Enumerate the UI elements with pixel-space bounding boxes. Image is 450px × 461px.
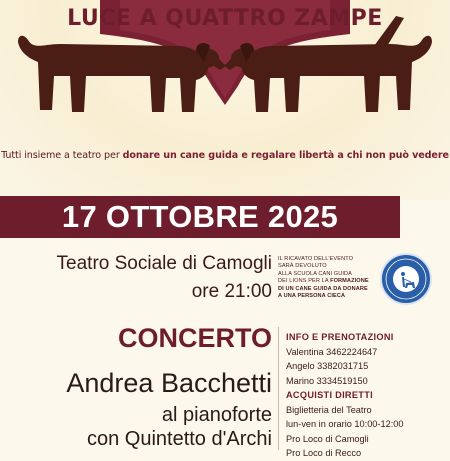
donation-line (278, 278, 390, 285)
performer-name: Andrea Bacchetti (66, 368, 272, 398)
purchase-item: Biglietteria del Teatro (286, 404, 372, 415)
contact-item: Marino 3334519150 (286, 375, 368, 386)
donation-line: A UNA PERSONA CIECA (278, 293, 346, 300)
donation-line: ALLA SCUOLA CANI GUIDA (278, 270, 353, 277)
tagline-emphasis: donare un cane guida e regalare libertà a chi non può vedere (122, 150, 449, 161)
tagline-intro: Tutti insieme a teatro per (1, 150, 123, 161)
venue-name: Teatro Sociale di Camogli (56, 253, 272, 274)
venue-block (0, 250, 272, 306)
donation-line: IL RICAVATO DELL'EVENTO (278, 256, 354, 262)
contact-item: Valentina 3462224647 (286, 346, 378, 357)
program-heading: CONCERTO (117, 323, 272, 353)
donation-note (278, 256, 390, 300)
purchase-heading: ACQUISTI DIRETTI (286, 390, 373, 400)
donation-text: DEI LIONS PER LA (278, 278, 331, 285)
purchase-item: lun-ven in orario 10:00-12:00 (286, 419, 404, 429)
info-heading: INFO E PRENOTAZIONI (286, 332, 394, 342)
event-date: 17 OTTOBRE 2025 (61, 199, 339, 234)
contact-item: Angelo 3382031715 (286, 361, 369, 371)
purchase-item: Pro Loco di Camogli (286, 433, 369, 444)
info-block (286, 330, 446, 461)
donation-emphasis: FORMAZIONE (330, 278, 369, 285)
performer-instrument: al pianoforte (161, 404, 272, 426)
donation-line: SARÀ DEVOLUTO (278, 263, 327, 270)
purchase-item: Pro Loco di Recco (286, 448, 362, 458)
column-divider (278, 327, 279, 450)
guide-dog-school-logo-icon (380, 253, 432, 305)
donation-line: DI UN CANE GUIDA DA DONARE (278, 285, 368, 292)
event-time: ore 21:00 (191, 281, 272, 302)
poster-title: LUCE A QUATTRO ZAMPE (67, 6, 383, 31)
performer-ensemble: con Quintetto d'Archi (86, 428, 272, 450)
tagline (0, 150, 450, 161)
